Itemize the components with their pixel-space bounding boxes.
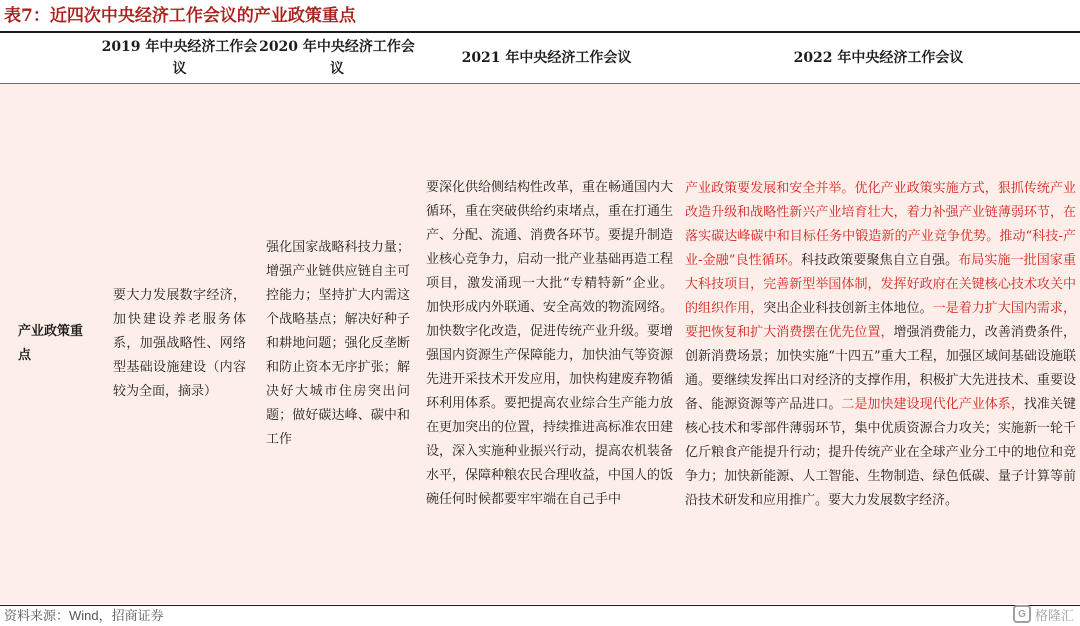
header-2019: 2019 年中央经济工作会议 [101, 33, 258, 83]
header-2022: 2022 年中央经济工作会议 [677, 33, 1080, 83]
watermark [1013, 604, 1074, 624]
c2022-seg-8: 找准关键核心技术和零部件薄弱环节，集中优质资源合力攻关；实施新一轮千亿斤粮食产能提升行动；提升传统产业在全球产业分工中的地位和竞争力；加快新能源、人工智能、生物制造、绿色低碳、量子计算等前沿技术研发和应用推广。要大力发展数字经济。 [685, 397, 1076, 509]
source-note: 资料来源：Wind，招商证券 [4, 608, 164, 623]
policy-row [0, 83, 1080, 604]
c2022-seg-3: 布局实施一批国家重大科技项目，完善新型举国体制，发挥好政府在关键核心技术攻关中的组织作用， [685, 253, 1076, 317]
c2022-seg-1: 产业政策要发展和安全并举。优化产业政策实施方式，狠抓传统产业改造升级和战略性新兴产业培育壮大，着力补强产业链薄弱环节，在落实碳达峰碳中和目标任务中锻造新的产业竞争优势。推动“科技-产业-金融”良性循环。 [685, 181, 1076, 269]
c2022-seg-6: 增强消费能力，改善消费条件，创新消费场景；加快实施“十四五”重大工程，加强区域间基础设施联通。要继续发挥出口对经济的支撑作用，积极扩大先进技术、重要设备、能源资源等产品进口。 [685, 325, 1076, 413]
header-blank [0, 33, 101, 83]
bottom-rule [0, 605, 1080, 606]
watermark-text: 格隆汇 [1034, 607, 1074, 623]
table-title: 表7：近四次中央经济工作会议的产业政策重点 [4, 6, 356, 26]
cell-2022 [677, 83, 1080, 604]
c2022-seg-7: 二是加快建设现代化产业体系， [841, 397, 1024, 413]
row-label: 产业政策重点 [0, 83, 101, 604]
cell-2020: 强化国家战略科技力量；增强产业链供应链自主可控能力；坚持扩大内需这个战略基点；解决好种子和耕地问题；强化反垄断和防止资本无序扩张；解决好大城市住房突出问题；做好碳达峰、碳中和工作 [258, 83, 416, 604]
c2022-seg-5: 一是着力扩大国内需求，要把恢复和扩大消费摆在优先位置， [685, 301, 1076, 341]
watermark-logo-icon: G [1013, 605, 1031, 623]
cell-2021: 要深化供给侧结构性改革，重在畅通国内大循环，重在突破供给约束堵点，重在打通生产、分配、流通、消费各环节。要提升制造业核心竞争力，启动一批产业基础再造工程项目，激发涌现一大批“专精特新”企业。加快形成内外联通、安全高效的物流网络。加快数字化改造，促进传统产业升级。要增强国内资源生产保障能力，加快油气等资源先进开采技术开发应用，加快构建废弃物循环利用体系。要把提高农业综合生产能力放在更加突出的位置，持续推进高标准农田建设，深入实施种业振兴行动，提高农机装备水平，保障种粮农民合理收益，中国人的饭碗任何时候都要牢牢端在自己手中 [416, 83, 677, 604]
header-row [0, 33, 1080, 83]
policy-table [0, 33, 1080, 604]
cell-2019: 要大力发展数字经济，加快建设养老服务体系，加强战略性、网络型基础设施建设（内容较为全面，摘录） [101, 83, 258, 604]
header-2020: 2020 年中央经济工作会议 [258, 33, 416, 83]
header-2021: 2021 年中央经济工作会议 [416, 33, 677, 83]
c2022-seg-4: 突出企业科技创新主体地位。 [763, 301, 933, 317]
c2022-seg-2: 科技政策要聚焦自立自强。 [801, 253, 959, 269]
